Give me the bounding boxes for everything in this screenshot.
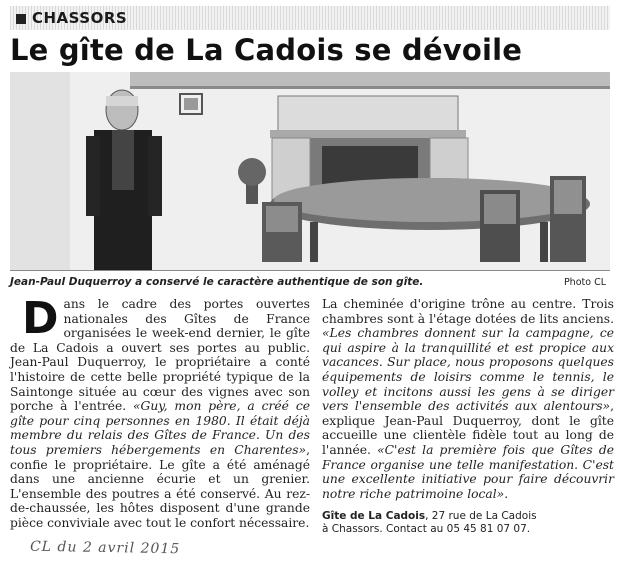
quote-text: «C'est la première fois que Gîtes de France organise une telle manifestation. C'est une excellente initiative pour faire découvrir notre riche patrimoine local» (322, 442, 614, 501)
article-photo (10, 72, 610, 271)
body-text: , explique Jean-Paul Duquerroy, dont le gîte accueille une clientèle fidèle tout au long de l'année. (322, 399, 614, 457)
article-column-1 (10, 293, 310, 531)
gite-name: Gîte de La Cadois (322, 510, 426, 522)
photo-credit: Photo CL (563, 277, 606, 288)
body-text: La cheminée d'origine trône au centre. Trois chambres sont à l'étage dotées de lits anciens. (322, 297, 614, 326)
section-square-icon (16, 14, 26, 24)
quote-text: «Guy, mon père, a créé ce gîte pour cinq personnes en 1980. Il était déjà membre du relais des Gîtes de France. Un des tous premiers hébergements en Charentes» (10, 399, 310, 457)
photo-illustration (10, 72, 610, 270)
contact-info (322, 510, 622, 536)
handwritten-note: CL du 2 avril 2015 (29, 538, 181, 558)
body-text: , confie le propriétaire. Le gîte a été aménagé dans une ancienne écurie et un grenier. L'ensemble des poutres a été conservé. Au rez-de-chaussée, les hôtes disposent d'une grande pièce conviviale avec tout le confort nécessaire. (10, 442, 310, 530)
section-label: CHASSORS (32, 9, 128, 27)
dropcap: D (22, 293, 59, 344)
section-header (10, 6, 610, 30)
headline: Le gîte de La Cadois se dévoile (10, 33, 523, 67)
body-text: ans le cadre des portes ouvertes nationales des Gîtes de France organisées le week-end dernier, le gîte de La Cadois a ouvert ses portes au public. Jean-Paul Duquerroy, le propriétaire a conté l'histoire de cette belle propriété typique de la Saintonge située au cœur des vignes avec son porche à l'entrée. (10, 297, 310, 414)
gite-address: , 27 rue de La Cadois (425, 510, 537, 522)
article-paragraph (322, 297, 614, 501)
article-column-2 (322, 297, 614, 501)
quote-text: «Les chambres donnent sur la campagne, ce qui aspire à la tranquillité et est propice aux vacances. Sur place, nous proposons quelques équipements de loisirs comme le tennis, le volley et incitons aussi les gens à se diriger vers l'ensemble des activités aux alentours» (322, 326, 614, 414)
body-text: . (504, 486, 509, 501)
photo-caption: Jean-Paul Duquerroy a conservé le caractère authentique de son gîte. (10, 276, 424, 288)
gite-contact: à Chassors. Contact au 05 45 81 07 07. (322, 523, 531, 535)
